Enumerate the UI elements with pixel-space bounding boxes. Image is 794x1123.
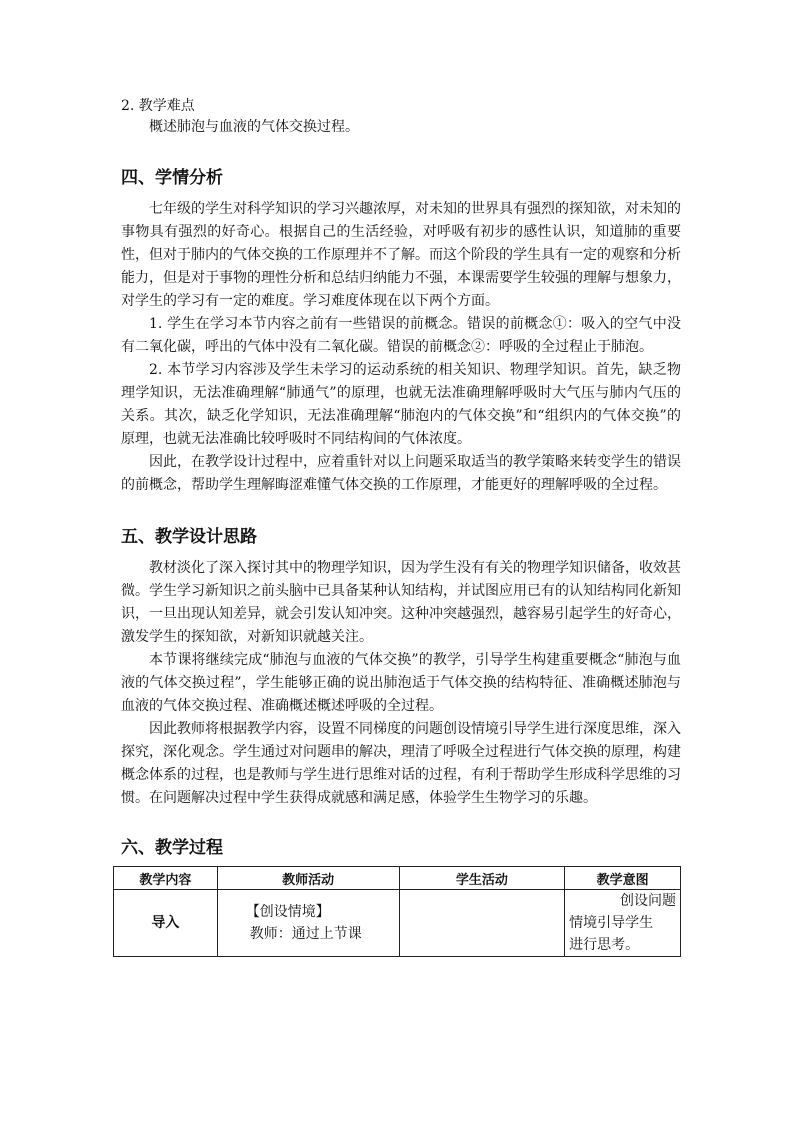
document-page bbox=[121, 96, 681, 957]
teaching-process-table bbox=[113, 866, 681, 957]
learner-analysis-paragraph-1: 七年级的学生对科学知识的学习兴趣浓厚，对未知的世界具有强烈的探知欲，对未知的事物具有强烈的好奇心。根据自己的生活经验，对呼吸有初步的感性认识，知道肺的重要性，但对于肺内的气体交换的工作原理并不了解。而这个阶段的学生具有一定的观察和分析能力，但是对于事物的理性分析和总结归纳能力不强，本课需要学生较强的理解与想象力，对学生的学习有一定的难度。学习难度体现在以下两个方面。 bbox=[121, 201, 681, 309]
section-heading-design-approach: 五、教学设计思路 bbox=[121, 527, 257, 547]
table-cell-student bbox=[399, 890, 565, 957]
table-header-cell: 教学意图 bbox=[565, 867, 681, 890]
table-header-cell: 教师活动 bbox=[217, 867, 399, 890]
learner-analysis-paragraph-4: 因此，在教学设计过程中，应着重针对以上问题采取适当的教学策略来转变学生的错误的前概念，帮助学生理解晦涩难懂气体交换的工作原理，才能更好的理解呼吸的全过程。 bbox=[121, 454, 681, 493]
table-header-row bbox=[114, 867, 681, 890]
section-heading-teaching-process: 六、教学过程 bbox=[121, 838, 223, 858]
difficulty-title: 2. 教学难点 bbox=[121, 98, 195, 114]
teacher-line: 【创设情境】 bbox=[245, 904, 330, 920]
table-row bbox=[114, 890, 681, 957]
teacher-line: 教师：通过上节课 bbox=[249, 926, 362, 942]
design-approach-paragraph-3: 因此教师将根据教学内容，设置不同梯度的问题创设情境引导学生进行深度思维，深入探究，深化观念。学生通过对问题串的解决，理清了呼吸全过程进行气体交换的原理，构建概念体系的过程，也是教师与学生进行思维对话的过程，有利于帮助学生形成科学思维的习惯。在问题解决过程中学生获得成就感和满足感，体验学生生物学习的乐趣。 bbox=[121, 721, 681, 806]
table-header-cell: 教学内容 bbox=[114, 867, 218, 890]
table-cell-content: 导入 bbox=[114, 890, 218, 957]
table-cell-intent bbox=[565, 890, 681, 957]
design-approach-paragraph-1: 教材淡化了深入探讨其中的物理学知识，因为学生没有有关的物理学知识储备，收效甚微。学生学习新知识之前头脑中已具备某种认知结构，并试图应用已有的认知结构同化新知识，一旦出现认知差异，就会引发认知冲突。这种冲突越强烈，越容易引起学生的好奇心，激发学生的探知欲，对新知识就越关注。 bbox=[121, 560, 681, 645]
table-cell-teacher bbox=[217, 890, 399, 957]
intent-line: 创设问题 bbox=[620, 893, 676, 909]
table-header-cell: 学生活动 bbox=[399, 867, 565, 890]
design-approach-paragraph-2: 本节课将继续完成“肺泡与血液的气体交换”的教学，引导学生构建重要概念“肺泡与血液的气体交换过程”，学生能够正确的说出肺泡适于气体交换的结构特征、准确概述肺泡与血液的气体交换过程、准确概述概述呼吸的全过程。 bbox=[121, 652, 681, 714]
learner-analysis-paragraph-2: 1. 学生在学习本节内容之前有一些错误的前概念。错误的前概念①：吸入的空气中没有二氧化碳，呼出的气体中没有二氧化碳。错误的前概念②：呼吸的全过程止于肺泡。 bbox=[121, 316, 681, 355]
section-heading-learner-analysis: 四、学情分析 bbox=[121, 168, 223, 188]
learner-analysis-paragraph-3: 2. 本节学习内容涉及学生未学习的运动系统的相关知识、物理学知识。首先，缺乏物理学知识，无法准确理解“肺通气”的原理，也就无法准确理解呼吸时大气压与肺内气压的关系。其次，缺乏化学知识，无法准确理解“肺泡内的气体交换”和“组织内的气体交换”的原理，也就无法准确比较呼吸时不同结构间的气体浓度。 bbox=[121, 362, 681, 447]
intent-line: 进行思考。 bbox=[569, 937, 640, 953]
intent-line: 情境引导学生 bbox=[569, 915, 654, 931]
difficulty-text: 概述肺泡与血液的气体交换过程。 bbox=[149, 119, 359, 135]
